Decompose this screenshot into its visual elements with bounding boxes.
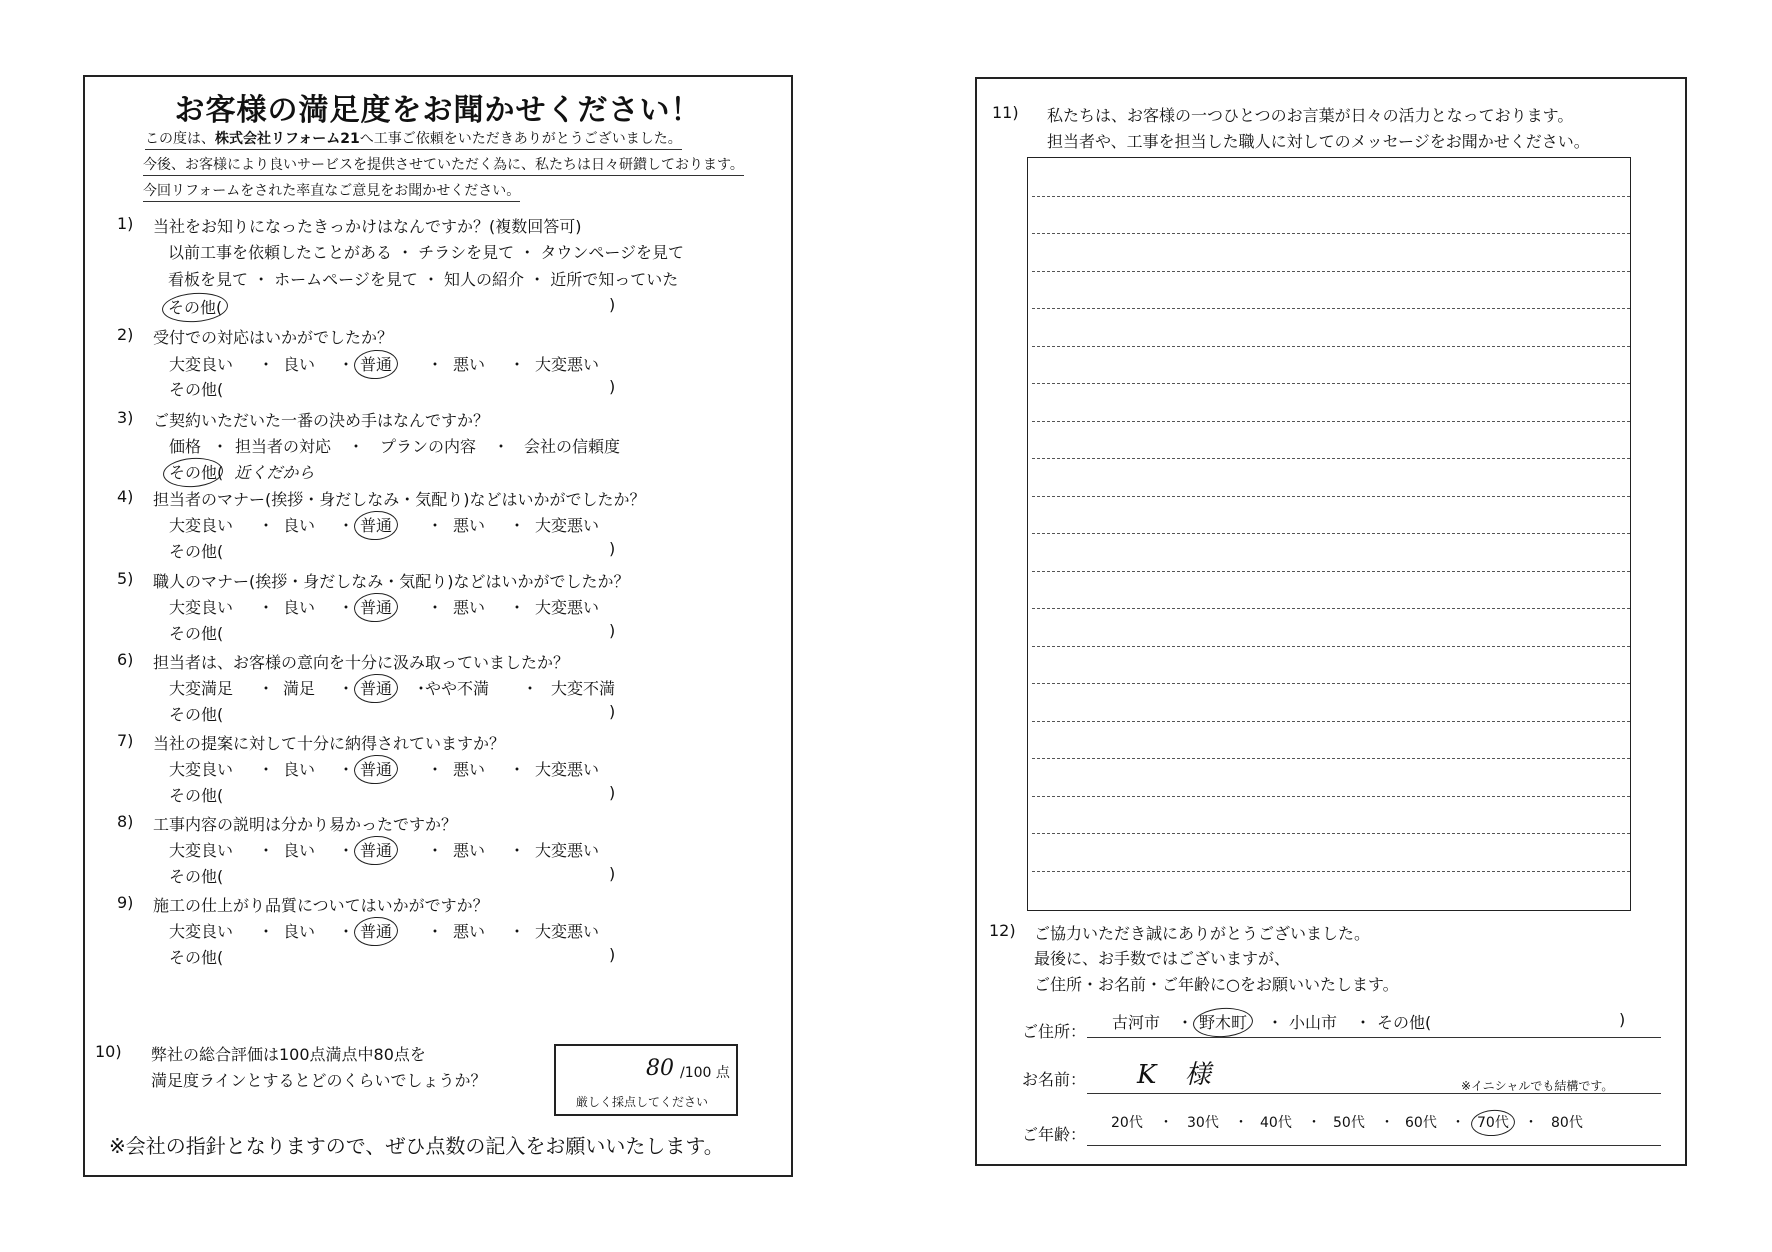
q11-question-line-2: 担当者や、工事を担当した職人に対してのメッセージをお聞かせください。 xyxy=(1047,132,1590,151)
q8-option-2[interactable]: 良い xyxy=(283,841,316,860)
q1-other[interactable]: その他( xyxy=(168,298,223,317)
address-option-oyama[interactable]: 小山市 xyxy=(1289,1013,1338,1032)
name-underline xyxy=(1087,1093,1661,1094)
address-underline xyxy=(1087,1037,1661,1038)
score-note: 厳しく採点してください xyxy=(576,1095,709,1109)
message-line xyxy=(1032,458,1630,459)
q5-option-5[interactable]: 大変悪い xyxy=(535,598,600,617)
q8-other[interactable]: その他( xyxy=(169,867,224,886)
q12-line-3: ご住所・お名前・ご年齢に○をお願いいたします。 xyxy=(1034,975,1399,994)
survey-page-right xyxy=(975,77,1687,1166)
q9-other[interactable]: その他( xyxy=(169,948,224,967)
q2-other[interactable]: その他( xyxy=(169,380,224,399)
message-line xyxy=(1032,308,1630,309)
q4-option-5[interactable]: 大変悪い xyxy=(535,516,600,535)
q5-option-1[interactable]: 大変良い xyxy=(169,598,234,617)
q8-number: 8) xyxy=(117,812,134,831)
survey-title: お客様の満足度をお聞かせください！ xyxy=(174,93,702,128)
age-option-70s-selected[interactable]: 70代 xyxy=(1477,1115,1509,1131)
q4-option-2[interactable]: 良い xyxy=(283,516,316,535)
name-note: ※イニシャルでも結構です。 xyxy=(1461,1079,1614,1093)
q4-option-1[interactable]: 大変良い xyxy=(169,516,234,535)
q9-option-5[interactable]: 大変悪い xyxy=(535,922,600,941)
q6-option-3-selected[interactable]: 普通 xyxy=(360,679,393,698)
q4-option-3-selected[interactable]: 普通 xyxy=(360,516,393,535)
q5-option-4[interactable]: 悪い xyxy=(453,598,486,617)
address-option-nogi-selected[interactable]: 野木町 xyxy=(1199,1013,1248,1032)
q6-option-2[interactable]: 満足 xyxy=(283,679,316,698)
q9-option-4[interactable]: 悪い xyxy=(453,922,486,941)
q2-question: 受付での対応はいかがでしたか？ xyxy=(153,328,394,347)
message-line xyxy=(1032,271,1630,272)
q5-question: 職人のマナー(挨拶・身だしなみ・気配り)などはいかがでしたか？ xyxy=(153,572,630,591)
message-line xyxy=(1032,383,1630,384)
message-line xyxy=(1032,871,1630,872)
message-line xyxy=(1032,758,1630,759)
q7-option-5[interactable]: 大変悪い xyxy=(535,760,600,779)
age-option-30s[interactable]: 30代 xyxy=(1187,1115,1219,1131)
q7-option-3-selected[interactable]: 普通 xyxy=(360,760,393,779)
q9-option-3-selected[interactable]: 普通 xyxy=(360,922,393,941)
q11-number: 11) xyxy=(992,103,1019,122)
message-line xyxy=(1032,233,1630,234)
q10-question-line-1: 弊社の総合評価は100点満点中80点を xyxy=(151,1045,426,1064)
q9-number: 9) xyxy=(117,893,134,912)
age-underline xyxy=(1087,1145,1661,1146)
q8-options: 大変良い ・ 良い ・ 普通 ・ 悪い ・ 大変悪い xyxy=(85,838,785,860)
q3-other[interactable]: その他( 近くだから xyxy=(169,463,315,482)
q7-question: 当社の提案に対して十分に納得されていますか？ xyxy=(153,734,506,753)
q8-option-5[interactable]: 大変悪い xyxy=(535,841,600,860)
q7-options: 大変良い ・ 良い ・ 普通 ・ 悪い ・ 大変悪い xyxy=(85,757,785,779)
q6-other[interactable]: その他( xyxy=(169,705,224,724)
address-option-other[interactable]: その他( xyxy=(1377,1013,1432,1032)
message-line xyxy=(1032,421,1630,422)
name-label: お名前： xyxy=(1022,1070,1087,1089)
footer-note: ※会社の指針となりますので、ぜひ点数の記入をお願いいたします。 xyxy=(109,1134,724,1158)
q6-question: 担当者は、お客様の意向を十分に汲み取っていましたか？ xyxy=(153,653,570,672)
q3-option-1[interactable]: 価格 xyxy=(169,437,202,456)
q8-option-1[interactable]: 大変良い xyxy=(169,841,234,860)
q6-options: 大変満足 ・ 満足 ・ 普通 ・ やや不満 ・ 大変不満 xyxy=(85,676,785,698)
q1-question: 当社をお知りになったきっかけはなんですか？(複数回答可) xyxy=(153,217,582,236)
q5-option-3-selected[interactable]: 普通 xyxy=(360,598,393,617)
q3-number: 3) xyxy=(117,408,134,427)
survey-page-left: お客様の満足度をお聞かせください！ この度は、株式会社リフォーム21へ工事ご依頼をいただきありがとうございました。 今後、お客様により良いサービスを提供させていただく為に、私たちは日々研鑚しております。 今回リフォームをされた率直なご意見をお聞かせください。 1) 当社をお知りになったきっかけはなんですか？(複数回答可) 以前工事を依頼したことがある ・ チラシを見て ・ タウンページを見て 看板を見て ・ ホームページを見て ・ 知人の紹介 ・ 近所で知っていた その他( ) 2) 受付での対応はいかがでしたか？ 大変良い ・ 良い ・ 普通 ・ 悪い ・ 大変悪い その他( ) 3) ご契約いただいた一番の決め手はなんですか？ 価格 ・ 担当者の対応 ・ プランの内容 ・ 会社の信頼度 その他( 近くだから 4) 担当者のマナー(挨拶・身だしなみ・気配り)などはいかがでしたか？ 大変良い ・ 良い ・ 普通 ・ 悪い ・ 大変悪い その他( ) 5) 職人のマナー(挨拶・身だしなみ・気配り)などはいかがでしたか？ 大変良い ・ 良い ・ 普通 ・ 悪い ・ 大変悪い その他( ) 6) 担当者は、お客様の意向を十分に汲み取っていましたか？ 大変満足 ・ 満足 ・ 普通 ・ やや不満 ・ 大変不満 その他( ) 7) 当社の提案に対して十分に納得されていますか？ 大変良い ・ 良い ・ 普通 ・ 悪い ・ 大変悪い その他( ) 8) 工事内容の説明は分かり易かったですか？ 大変良い ・ 良い ・ 普通 ・ 悪い ・ 大変悪い その他( ) 9) 施工の仕上がり品質についてはいかがですか？ 大変良い ・ 良い ・ 普通 ・ 悪い ・ 大変悪い その他( ) 10) 弊社の総合評価は100点満点中80点を 満足度ラインとするとどのくらいでしょうか？ 80 /100 点 厳しく採点してください ※会社の指針となりますので、ぜひ点数の記入をお願いいたします。 xyxy=(83,75,793,1177)
age-option-60s[interactable]: 60代 xyxy=(1405,1115,1437,1131)
q2-option-5[interactable]: 大変悪い xyxy=(535,355,600,374)
q6-option-1[interactable]: 大変満足 xyxy=(169,679,234,698)
q2-option-3-selected[interactable]: 普通 xyxy=(360,355,393,374)
q9-option-2[interactable]: 良い xyxy=(283,922,316,941)
company-name: 株式会社リフォーム21 xyxy=(215,131,360,147)
message-line xyxy=(1032,346,1630,347)
q3-other-selected: その他 xyxy=(169,463,218,482)
q2-option-2[interactable]: 良い xyxy=(283,355,316,374)
q3-handwritten-answer: 近くだから xyxy=(234,463,315,482)
address-option-koga[interactable]: 古河市 xyxy=(1112,1013,1161,1032)
q11-question-line-1: 私たちは、お客様の一つひとつのお言葉が日々の活力となっております。 xyxy=(1047,106,1574,125)
q7-number: 7) xyxy=(117,731,134,750)
age-options: 20代 ・ 30代 ・ 40代 ・ 50代 ・ 60代 ・ 70代 ・ 80代 xyxy=(977,1112,1677,1132)
q2-options: 大変良い ・ 良い ・ 普通 ・ 悪い ・ 大変悪い xyxy=(85,352,785,374)
score-box[interactable] xyxy=(554,1044,738,1116)
message-line xyxy=(1032,833,1630,834)
message-line xyxy=(1032,683,1630,684)
age-option-20s[interactable]: 20代 xyxy=(1111,1115,1143,1131)
q5-other[interactable]: その他( xyxy=(169,624,224,643)
message-line xyxy=(1032,196,1630,197)
address-label: ご住所： xyxy=(1022,1022,1087,1041)
message-line xyxy=(1032,571,1630,572)
q12-line-2: 最後に、お手数ではございますが、 xyxy=(1034,949,1291,968)
q12-number: 12) xyxy=(989,921,1016,940)
intro-line-3: 今回リフォームをされた率直なご意見をお聞かせください。 xyxy=(143,180,520,202)
q8-option-3-selected[interactable]: 普通 xyxy=(360,841,393,860)
q10-number: 10) xyxy=(95,1042,122,1061)
q4-option-4[interactable]: 悪い xyxy=(453,516,486,535)
score-handwritten: 80 xyxy=(646,1056,674,1081)
q9-option-1[interactable]: 大変良い xyxy=(169,922,234,941)
q3-option-4[interactable]: 会社の信頼度 xyxy=(524,437,621,456)
q5-number: 5) xyxy=(117,569,134,588)
q3-option-2[interactable]: 担当者の対応 xyxy=(235,437,332,456)
q1-number: 1) xyxy=(117,214,134,233)
q7-option-2[interactable]: 良い xyxy=(283,760,316,779)
score-unit: /100 点 xyxy=(680,1065,730,1081)
age-option-40s[interactable]: 40代 xyxy=(1260,1115,1292,1131)
q7-option-4[interactable]: 悪い xyxy=(453,760,486,779)
q7-option-1[interactable]: 大変良い xyxy=(169,760,234,779)
intro-line-2: 今後、お客様により良いサービスを提供させていただく為に、私たちは日々研鑚しております。 xyxy=(143,154,744,176)
q1-other-close: ) xyxy=(609,295,616,314)
q2-option-1[interactable]: 大変良い xyxy=(169,355,234,374)
q7-other[interactable]: その他( xyxy=(169,786,224,805)
q6-option-5[interactable]: 大変不満 xyxy=(551,679,616,698)
message-line xyxy=(1032,608,1630,609)
q10-question-line-2: 満足度ラインとするとどのくらいでしょうか？ xyxy=(151,1071,487,1090)
message-line xyxy=(1032,496,1630,497)
q9-options: 大変良い ・ 良い ・ 普通 ・ 悪い ・ 大変悪い xyxy=(85,919,785,941)
q8-option-4[interactable]: 悪い xyxy=(453,841,486,860)
q9-question: 施工の仕上がり品質についてはいかがですか？ xyxy=(153,896,489,915)
q4-number: 4) xyxy=(117,487,134,506)
message-box[interactable] xyxy=(1027,157,1631,911)
address-options: 古河市 ・ 野木町 ・ 小山市 ・ その他( ) xyxy=(1112,1010,1626,1032)
q1-options-row-1[interactable]: 以前工事を依頼したことがある ・ チラシを見て ・ タウンページを見て xyxy=(168,243,685,262)
message-line xyxy=(1032,796,1630,797)
message-line xyxy=(1032,721,1630,722)
age-label: ご年齢： xyxy=(1022,1125,1087,1144)
intro-line-1: この度は、株式会社リフォーム21へ工事ご依頼をいただきありがとうございました。 xyxy=(145,128,682,150)
message-line xyxy=(1032,646,1630,647)
q6-number: 6) xyxy=(117,650,134,669)
message-line xyxy=(1032,533,1630,534)
age-option-80s[interactable]: 80代 xyxy=(1551,1115,1583,1131)
q4-other[interactable]: その他( xyxy=(169,542,224,561)
q3-options: 価格 ・ 担当者の対応 ・ プランの内容 ・ 会社の信頼度 xyxy=(85,434,785,456)
q6-option-4[interactable]: やや不満 xyxy=(425,679,490,698)
age-option-50s[interactable]: 50代 xyxy=(1333,1115,1365,1131)
q5-options: 大変良い ・ 良い ・ 普通 ・ 悪い ・ 大変悪い xyxy=(85,595,785,617)
q2-number: 2) xyxy=(117,325,134,344)
q4-options: 大変良い ・ 良い ・ 普通 ・ 悪い ・ 大変悪い xyxy=(85,513,785,535)
name-handwritten[interactable]: K 様 xyxy=(1137,1060,1221,1090)
q8-question: 工事内容の説明は分かり易かったですか？ xyxy=(153,815,458,834)
q12-line-1: ご協力いただき誠にありがとうございました。 xyxy=(1034,924,1371,943)
q3-option-3[interactable]: プランの内容 xyxy=(380,437,477,456)
q3-question: ご契約いただいた一番の決め手はなんですか？ xyxy=(153,411,490,430)
q1-options-row-2[interactable]: 看板を見て ・ ホームページを見て ・ 知人の紹介 ・ 近所で知っていた xyxy=(168,270,679,289)
q4-question: 担当者のマナー(挨拶・身だしなみ・気配り)などはいかがでしたか？ xyxy=(153,490,646,509)
q2-option-4[interactable]: 悪い xyxy=(453,355,486,374)
q5-option-2[interactable]: 良い xyxy=(283,598,316,617)
